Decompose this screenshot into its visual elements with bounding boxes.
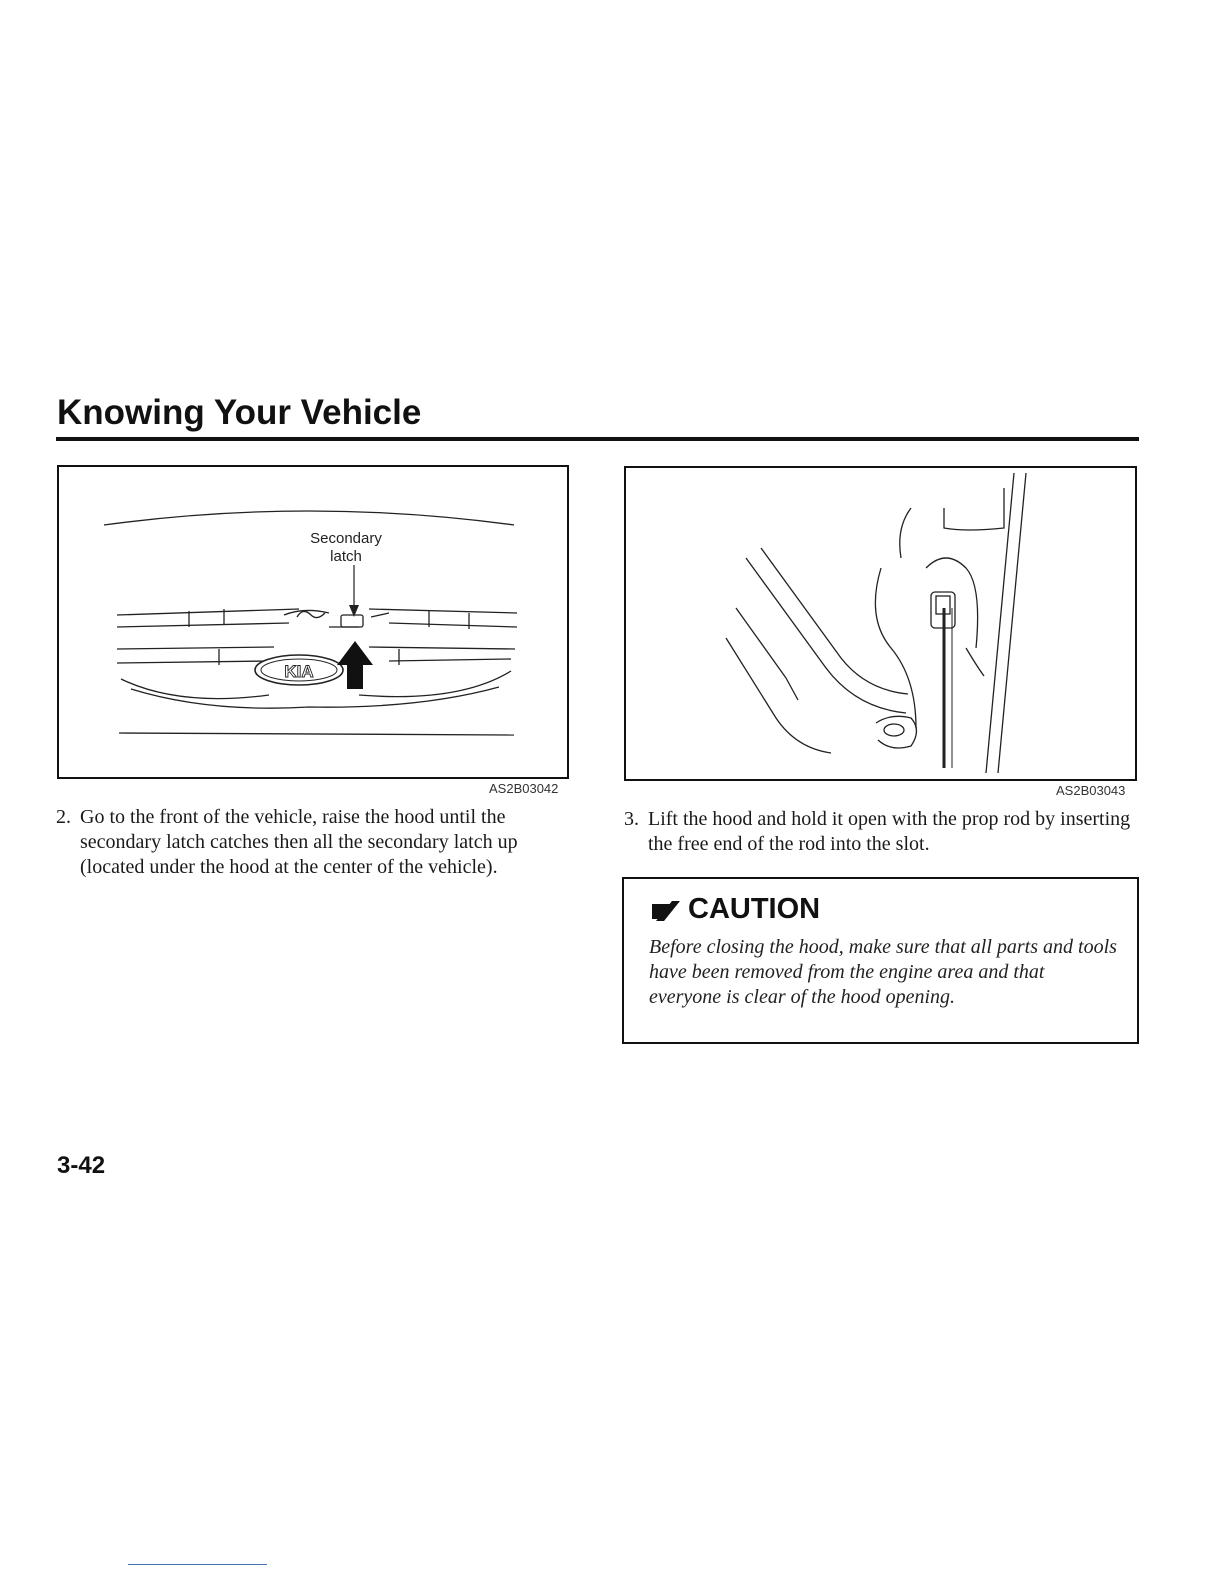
caution-box bbox=[622, 877, 1139, 1044]
caution-title: CAUTION bbox=[688, 893, 821, 925]
secondary-latch-label-1: Secondary bbox=[310, 530, 382, 547]
page-number: 3-42 bbox=[57, 1152, 106, 1179]
figure-code: AS2B03042 bbox=[489, 781, 559, 796]
step-number: 2. bbox=[56, 806, 71, 828]
up-arrow-icon bbox=[337, 641, 373, 689]
secondary-latch-label-2: latch bbox=[330, 548, 362, 565]
caution-heading bbox=[650, 893, 820, 926]
step-item bbox=[56, 805, 566, 915]
section-title: Knowing Your Vehicle bbox=[57, 393, 422, 432]
figure-prop-rod bbox=[624, 466, 1137, 781]
step-text: Go to the front of the vehicle, raise the hood until the secondary latch catches then all the secondary latch up (located under the hood at the center of the vehicle). bbox=[80, 806, 518, 878]
grille-illustration bbox=[59, 467, 567, 777]
title-rule bbox=[56, 437, 1139, 441]
kia-logo-text: KIA bbox=[284, 662, 314, 681]
caution-slash-icon bbox=[650, 899, 684, 921]
step-text: Lift the hood and hold it open with the prop rod by inserting the free end of the rod into the slot. bbox=[648, 808, 1131, 855]
prop-rod-illustration bbox=[626, 468, 1135, 779]
figure-code: AS2B03043 bbox=[1056, 783, 1126, 798]
step-item bbox=[624, 807, 1139, 867]
step-number: 3. bbox=[624, 808, 639, 830]
caution-text: Before closing the hood, make sure that all parts and tools have been removed from the engine area and that everyone is clear of the hood opening. bbox=[649, 936, 1117, 1008]
figure-secondary-latch bbox=[57, 465, 569, 779]
bottom-rule bbox=[128, 1564, 267, 1565]
